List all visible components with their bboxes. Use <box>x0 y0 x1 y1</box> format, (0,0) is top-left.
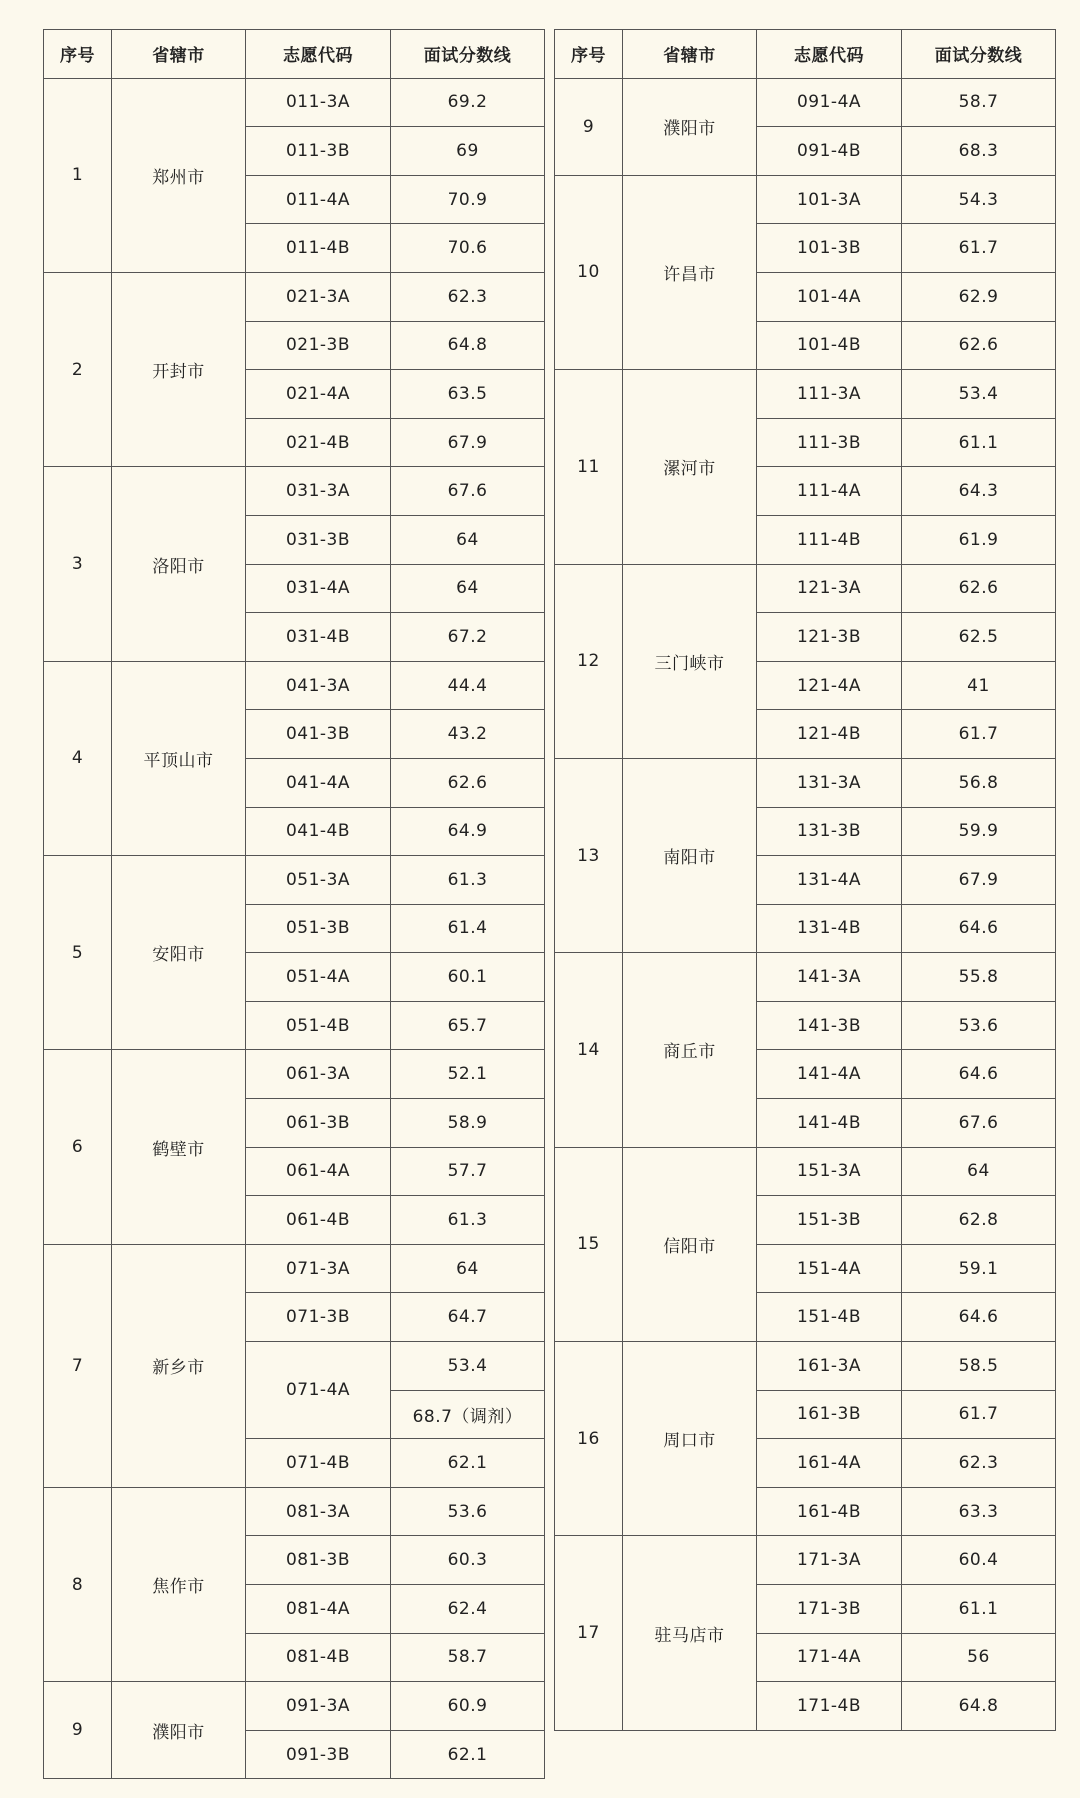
score-cell: 41 <box>902 661 1056 710</box>
score-cell: 69 <box>391 127 545 176</box>
code-cell: 021-3A <box>246 272 391 321</box>
city-cell: 商丘市 <box>623 953 757 1147</box>
code-cell: 061-3A <box>246 1050 391 1099</box>
code-cell: 011-4A <box>246 175 391 224</box>
code-cell: 171-3B <box>757 1585 902 1634</box>
row-no-cell: 16 <box>555 1342 623 1536</box>
header-city: 省辖市 <box>112 30 246 79</box>
code-cell: 031-4B <box>246 613 391 662</box>
table-row <box>555 78 1056 127</box>
code-cell: 061-3B <box>246 1099 391 1148</box>
code-cell: 061-4A <box>246 1147 391 1196</box>
row-no-cell: 11 <box>555 370 623 564</box>
city-cell: 濮阳市 <box>623 78 757 175</box>
score-cell: 57.7 <box>391 1147 545 1196</box>
code-cell: 161-3B <box>757 1390 902 1439</box>
code-cell: 171-4B <box>757 1682 902 1731</box>
code-cell: 171-4A <box>757 1633 902 1682</box>
code-cell: 151-3B <box>757 1196 902 1245</box>
code-cell: 121-4B <box>757 710 902 759</box>
header-score: 面试分数线 <box>391 30 545 79</box>
table-row <box>44 272 545 321</box>
score-cell: 67.6 <box>391 467 545 516</box>
row-no-cell: 12 <box>555 564 623 758</box>
score-cell: 64.8 <box>391 321 545 370</box>
code-cell: 141-3B <box>757 1001 902 1050</box>
code-cell: 071-4B <box>246 1439 391 1488</box>
header-row <box>44 30 545 79</box>
code-cell: 081-4B <box>246 1633 391 1682</box>
city-cell: 安阳市 <box>112 856 246 1050</box>
score-cell: 53.4 <box>391 1342 545 1391</box>
code-cell: 101-3B <box>757 224 902 273</box>
row-no-cell: 10 <box>555 175 623 369</box>
score-cell: 61.7 <box>902 710 1056 759</box>
code-cell: 081-3B <box>246 1536 391 1585</box>
code-cell: 091-4B <box>757 127 902 176</box>
score-cell: 59.1 <box>902 1244 1056 1293</box>
city-cell: 平顶山市 <box>112 661 246 855</box>
score-cell: 68.7（调剂） <box>391 1390 545 1439</box>
city-cell: 驻马店市 <box>623 1536 757 1730</box>
code-cell: 111-4A <box>757 467 902 516</box>
code-cell: 041-4A <box>246 758 391 807</box>
table-row <box>44 78 545 127</box>
header-row <box>555 30 1056 79</box>
score-cell: 54.3 <box>902 175 1056 224</box>
score-cell: 62.1 <box>391 1730 545 1779</box>
score-cell: 62.9 <box>902 272 1056 321</box>
table-row <box>44 1682 545 1731</box>
table-row <box>44 467 545 516</box>
code-cell: 101-4A <box>757 272 902 321</box>
score-cell: 58.9 <box>391 1099 545 1148</box>
code-cell: 071-4A <box>246 1342 391 1439</box>
code-cell: 011-4B <box>246 224 391 273</box>
score-cell: 62.4 <box>391 1585 545 1634</box>
code-cell: 051-4A <box>246 953 391 1002</box>
row-no-cell: 5 <box>44 856 112 1050</box>
code-cell: 081-3A <box>246 1487 391 1536</box>
city-cell: 漯河市 <box>623 370 757 564</box>
code-cell: 041-3A <box>246 661 391 710</box>
city-cell: 新乡市 <box>112 1244 246 1487</box>
table-row <box>555 1342 1056 1391</box>
table-row <box>555 175 1056 224</box>
code-cell: 091-3A <box>246 1682 391 1731</box>
header-no: 序号 <box>555 30 623 79</box>
score-cell: 61.3 <box>391 856 545 905</box>
table-row <box>555 953 1056 1002</box>
city-cell: 鹤壁市 <box>112 1050 246 1244</box>
code-cell: 031-4A <box>246 564 391 613</box>
score-cell: 64 <box>391 515 545 564</box>
score-cell: 61.7 <box>902 224 1056 273</box>
table-header <box>44 30 545 79</box>
score-cell: 61.7 <box>902 1390 1056 1439</box>
score-cell: 58.5 <box>902 1342 1056 1391</box>
code-cell: 021-4A <box>246 370 391 419</box>
header-score: 面试分数线 <box>902 30 1056 79</box>
row-no-cell: 3 <box>44 467 112 661</box>
code-cell: 091-4A <box>757 78 902 127</box>
table-row <box>44 1244 545 1293</box>
score-cell: 61.4 <box>391 904 545 953</box>
score-cell: 65.7 <box>391 1001 545 1050</box>
header-code: 志愿代码 <box>246 30 391 79</box>
city-cell: 焦作市 <box>112 1487 246 1681</box>
score-cell: 53.4 <box>902 370 1056 419</box>
score-cell: 62.3 <box>391 272 545 321</box>
score-cell: 69.2 <box>391 78 545 127</box>
table-body <box>555 78 1056 1730</box>
table-row <box>555 564 1056 613</box>
score-cell: 64 <box>902 1147 1056 1196</box>
row-no-cell: 6 <box>44 1050 112 1244</box>
code-cell: 081-4A <box>246 1585 391 1634</box>
score-cell: 64.6 <box>902 904 1056 953</box>
score-cell: 53.6 <box>391 1487 545 1536</box>
score-cell: 64.6 <box>902 1050 1056 1099</box>
city-cell: 三门峡市 <box>623 564 757 758</box>
code-cell: 161-3A <box>757 1342 902 1391</box>
score-cell: 64 <box>391 564 545 613</box>
code-cell: 131-4B <box>757 904 902 953</box>
score-cell: 61.1 <box>902 1585 1056 1634</box>
score-cell: 60.3 <box>391 1536 545 1585</box>
score-cell: 64.8 <box>902 1682 1056 1731</box>
row-no-cell: 14 <box>555 953 623 1147</box>
city-cell: 开封市 <box>112 272 246 466</box>
table-row <box>44 661 545 710</box>
score-cell: 59.9 <box>902 807 1056 856</box>
code-cell: 101-4B <box>757 321 902 370</box>
code-cell: 051-4B <box>246 1001 391 1050</box>
code-cell: 121-3B <box>757 613 902 662</box>
score-cell: 62.6 <box>902 321 1056 370</box>
score-cell: 52.1 <box>391 1050 545 1099</box>
table-row <box>555 758 1056 807</box>
code-cell: 021-4B <box>246 418 391 467</box>
score-cell: 64 <box>391 1244 545 1293</box>
score-cell: 56.8 <box>902 758 1056 807</box>
score-cell: 53.6 <box>902 1001 1056 1050</box>
code-cell: 141-3A <box>757 953 902 1002</box>
city-cell: 濮阳市 <box>112 1682 246 1779</box>
code-cell: 131-3A <box>757 758 902 807</box>
score-cell: 62.5 <box>902 613 1056 662</box>
score-table-left <box>43 29 545 1779</box>
score-cell: 56 <box>902 1633 1056 1682</box>
score-cell: 67.9 <box>902 856 1056 905</box>
score-cell: 63.5 <box>391 370 545 419</box>
score-cell: 60.1 <box>391 953 545 1002</box>
score-cell: 61.1 <box>902 418 1056 467</box>
score-cell: 43.2 <box>391 710 545 759</box>
table-row <box>555 1147 1056 1196</box>
score-cell: 64.7 <box>391 1293 545 1342</box>
city-cell: 周口市 <box>623 1342 757 1536</box>
score-cell: 58.7 <box>902 78 1056 127</box>
code-cell: 141-4B <box>757 1099 902 1148</box>
score-cell: 62.6 <box>391 758 545 807</box>
code-cell: 111-3B <box>757 418 902 467</box>
score-cell: 70.6 <box>391 224 545 273</box>
code-cell: 011-3A <box>246 78 391 127</box>
code-cell: 041-3B <box>246 710 391 759</box>
code-cell: 031-3A <box>246 467 391 516</box>
score-cell: 68.3 <box>902 127 1056 176</box>
code-cell: 151-4B <box>757 1293 902 1342</box>
code-cell: 011-3B <box>246 127 391 176</box>
code-cell: 051-3B <box>246 904 391 953</box>
score-cell: 67.9 <box>391 418 545 467</box>
row-no-cell: 1 <box>44 78 112 272</box>
code-cell: 061-4B <box>246 1196 391 1245</box>
score-cell: 67.2 <box>391 613 545 662</box>
score-cell: 60.9 <box>391 1682 545 1731</box>
code-cell: 111-3A <box>757 370 902 419</box>
score-cell: 70.9 <box>391 175 545 224</box>
header-code: 志愿代码 <box>757 30 902 79</box>
score-cell: 63.3 <box>902 1487 1056 1536</box>
row-no-cell: 17 <box>555 1536 623 1730</box>
score-cell: 60.4 <box>902 1536 1056 1585</box>
row-no-cell: 9 <box>44 1682 112 1779</box>
row-no-cell: 8 <box>44 1487 112 1681</box>
score-cell: 64.6 <box>902 1293 1056 1342</box>
header-no: 序号 <box>44 30 112 79</box>
score-cell: 61.9 <box>902 515 1056 564</box>
header-city: 省辖市 <box>623 30 757 79</box>
code-cell: 071-3B <box>246 1293 391 1342</box>
code-cell: 111-4B <box>757 515 902 564</box>
score-cell: 62.8 <box>902 1196 1056 1245</box>
code-cell: 161-4B <box>757 1487 902 1536</box>
code-cell: 091-3B <box>246 1730 391 1779</box>
code-cell: 021-3B <box>246 321 391 370</box>
row-no-cell: 13 <box>555 758 623 952</box>
code-cell: 141-4A <box>757 1050 902 1099</box>
code-cell: 101-3A <box>757 175 902 224</box>
score-cell: 61.3 <box>391 1196 545 1245</box>
score-cell: 64.3 <box>902 467 1056 516</box>
code-cell: 131-4A <box>757 856 902 905</box>
city-cell: 许昌市 <box>623 175 757 369</box>
code-cell: 161-4A <box>757 1439 902 1488</box>
score-cell: 64.9 <box>391 807 545 856</box>
table-header <box>555 30 1056 79</box>
city-cell: 信阳市 <box>623 1147 757 1341</box>
code-cell: 031-3B <box>246 515 391 564</box>
score-cell: 67.6 <box>902 1099 1056 1148</box>
code-cell: 121-4A <box>757 661 902 710</box>
table-body <box>44 78 545 1779</box>
row-no-cell: 9 <box>555 78 623 175</box>
code-cell: 131-3B <box>757 807 902 856</box>
code-cell: 121-3A <box>757 564 902 613</box>
score-cell: 62.3 <box>902 1439 1056 1488</box>
code-cell: 041-4B <box>246 807 391 856</box>
code-cell: 151-4A <box>757 1244 902 1293</box>
city-cell: 南阳市 <box>623 758 757 952</box>
code-cell: 171-3A <box>757 1536 902 1585</box>
table-row <box>44 856 545 905</box>
table-row <box>44 1050 545 1099</box>
table-row <box>555 1536 1056 1585</box>
city-cell: 洛阳市 <box>112 467 246 661</box>
score-table-right <box>554 29 1056 1731</box>
code-cell: 151-3A <box>757 1147 902 1196</box>
city-cell: 郑州市 <box>112 78 246 272</box>
row-no-cell: 15 <box>555 1147 623 1341</box>
score-cell: 44.4 <box>391 661 545 710</box>
score-cell: 62.6 <box>902 564 1056 613</box>
table-row <box>44 1487 545 1536</box>
score-cell: 55.8 <box>902 953 1056 1002</box>
table-row <box>555 370 1056 419</box>
code-cell: 071-3A <box>246 1244 391 1293</box>
code-cell: 051-3A <box>246 856 391 905</box>
row-no-cell: 2 <box>44 272 112 466</box>
score-cell: 62.1 <box>391 1439 545 1488</box>
row-no-cell: 7 <box>44 1244 112 1487</box>
score-cell: 58.7 <box>391 1633 545 1682</box>
row-no-cell: 4 <box>44 661 112 855</box>
